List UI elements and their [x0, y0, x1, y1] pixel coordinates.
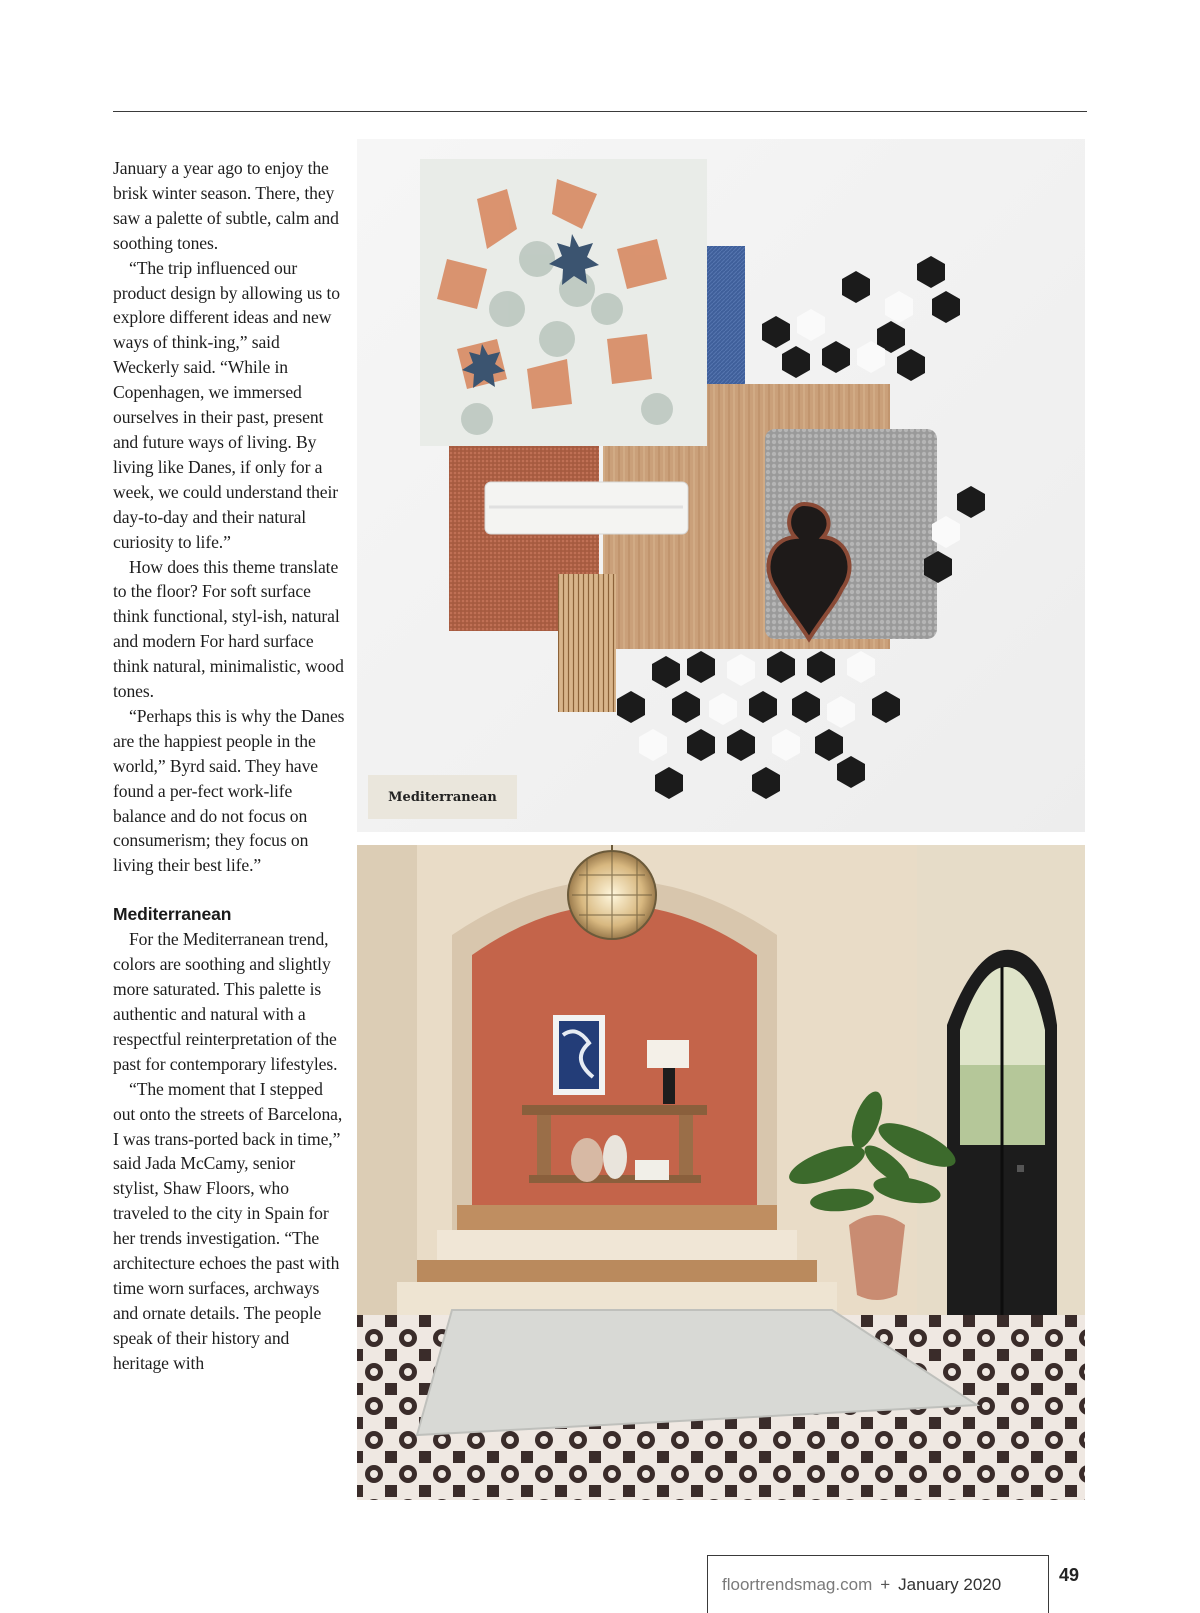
paragraph: January a year ago to enjoy the brisk winter season. There, they saw a palette of subtle, calm and soothing tones. [113, 158, 339, 253]
paragraph: “The trip influenced our product design by allowing us to explore different ideas and new ways of think-ing,” said Weckerly said. “While in Copenhagen, we immersed ourselves in their past, present and future ways of living. By living like Danes, if only for a week, we could understand their day-to-day and their natural curiosity to life.” [113, 257, 340, 552]
paragraph: For the Mediterranean trend, colors are soothing and slightly more saturated. This palette is authentic and natural with a respectful reinterpretation of the past for contemporary lifestyles. [113, 929, 338, 1074]
mood-board-illustration [357, 139, 1085, 832]
footer-site: floortrendsmag.com [722, 1574, 873, 1594]
page-number: 49 [1059, 1565, 1080, 1585]
top-rule [113, 111, 1087, 112]
photo-caption: Mediterranean [368, 775, 517, 819]
interior-illustration [357, 845, 1085, 1500]
paragraph: “The moment that I stepped out onto the streets of Barcelona, I was trans-ported back in time,” said Jada McCamy, senior stylist, Shaw Floors, who traveled to the city in Spain for her trends investigation. “The architecture echoes the past with time worn surfaces, archways and ornate details. The people speak of their history and heritage with [113, 1078, 343, 1373]
paragraph: “Perhaps this is why the Danes are the happiest people in the world,” Byrd said. They have found a per-fect work-life balance and do not focus on consumerism; they focus on living their best life.” [113, 705, 345, 876]
article-text-column [113, 156, 345, 1376]
mood-board-photo [357, 139, 1085, 832]
footer-date: January 2020 [898, 1574, 1002, 1594]
paragraph: How does this theme translate to the floor? For soft surface think functional, styl-ish, natural and modern For hard surface think natural, minimalistic, wood tones. [113, 556, 344, 702]
section-heading: Mediterranean [113, 904, 232, 925]
footer-separator: + [880, 1574, 891, 1594]
interior-photo [357, 845, 1085, 1500]
footer [707, 1555, 1049, 1613]
